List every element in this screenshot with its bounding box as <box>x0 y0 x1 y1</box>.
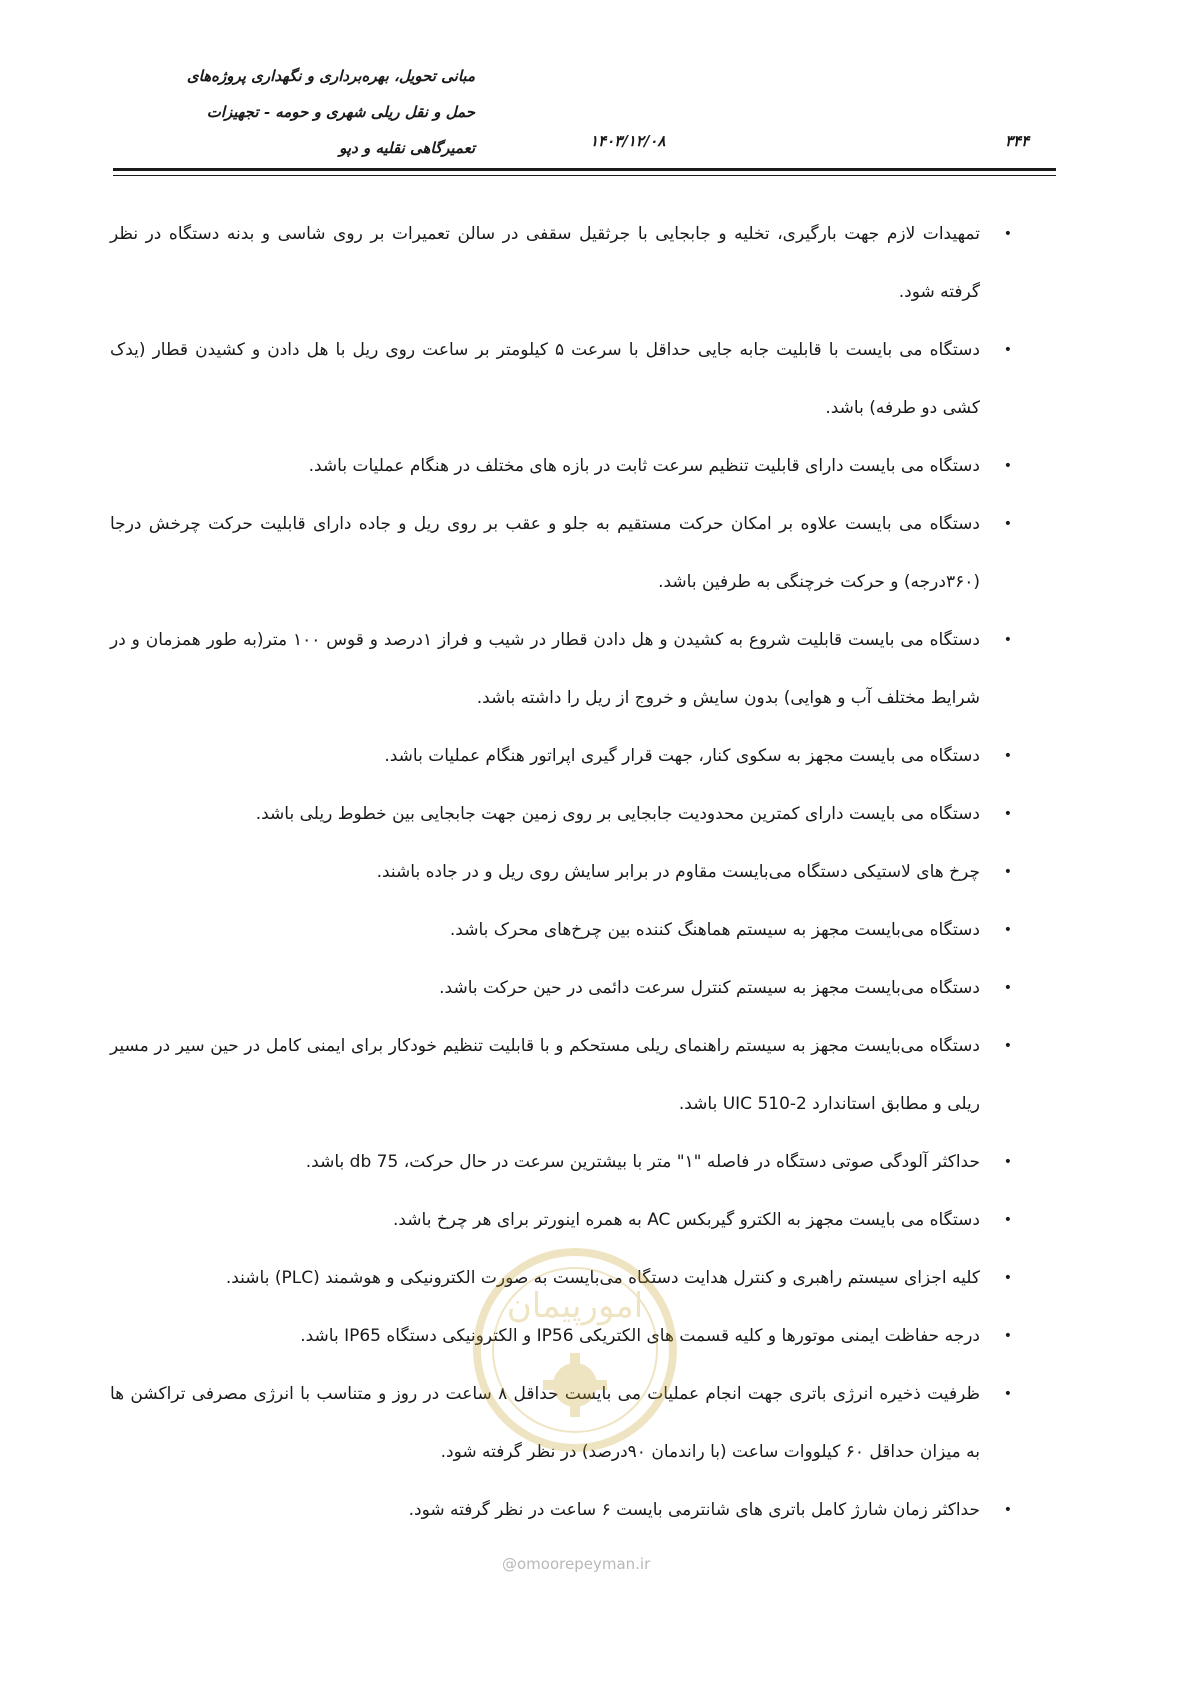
bullet-icon: • <box>1003 1386 1012 1402</box>
bullet-icon: • <box>1003 226 1012 242</box>
list-item <box>110 495 1016 611</box>
bullet-icon: • <box>1003 1038 1012 1054</box>
list-item <box>110 959 1016 1017</box>
list-item <box>110 611 1016 727</box>
list-item-text: کلیه اجزای سیستم راهبری و کنترل هدایت دستگاه می‌بایست به صورت الکترونیکی و هوشمند (PLC) باشند. <box>225 1268 980 1288</box>
list-item-text: دستگاه می‌بایست مجهز به سیستم کنترل سرعت دائمی در حین حرکت باشد. <box>439 978 980 998</box>
list-item-text: دستگاه می بایست قابلیت شروع به کشیدن و هل دادن قطار در شیب و فراز ۱درصد و قوس ۱۰۰ متر(به طور همزمان و در شرایط مختلف آب و هوایی) بدون سایش و خروج از ریل را داشته باشد. <box>110 630 980 708</box>
list-item-text: چرخ های لاستیکی دستگاه می‌بایست مقاوم در برابر سایش روی ریل و در جاده باشند. <box>376 862 980 882</box>
bullet-icon: • <box>1003 342 1012 358</box>
bullet-icon: • <box>1003 458 1012 474</box>
bullet-icon: • <box>1003 922 1012 938</box>
list-item-text: تمهیدات لازم جهت بارگیری، تخلیه و جابجایی با جرثقیل سقفی در سالن تعمیرات بر روی شاسی و بدنه دستگاه در نظر گرفته شود. <box>110 224 980 302</box>
header-title-line-2: حمل و نقل ریلی شهری و حومه - تجهیزات <box>206 103 475 121</box>
bullet-icon: • <box>1003 806 1012 822</box>
watermark-logo <box>470 1245 680 1455</box>
header-divider-thin <box>113 175 1056 176</box>
page-number: ۳۴۴ <box>1005 132 1030 150</box>
bullet-icon: • <box>1003 632 1012 648</box>
list-item <box>110 1191 1016 1249</box>
list-item <box>110 1133 1016 1191</box>
bullet-icon: • <box>1003 1212 1012 1228</box>
list-item-text: دستگاه می بایست مجهز به سکوی کنار، جهت قرار گیری اپراتور هنگام عملیات باشد. <box>384 746 980 766</box>
list-item-text: ظرفیت ذخیره انرژی باتری جهت انجام عملیات می بایست حداقل ۸ ساعت در روز و متناسب با انرژی مصرفی تراکشن ها به میزان حداقل ۶۰ کیلووات ساعت (با راندمان ۹۰درصد) در نظر گرفته شود. <box>110 1384 980 1462</box>
list-item <box>110 785 1016 843</box>
bullet-icon: • <box>1003 1328 1012 1344</box>
list-item <box>110 843 1016 901</box>
bullet-icon: • <box>1003 1154 1012 1170</box>
bullet-icon: • <box>1003 864 1012 880</box>
list-item <box>110 437 1016 495</box>
bullet-icon: • <box>1003 1502 1012 1518</box>
list-item-text: حداکثر زمان شارژ کامل باتری های شانترمی بایست ۶ ساعت در نظر گرفته شود. <box>408 1500 980 1520</box>
watermark-logo-text: امورپیمان <box>506 1286 644 1326</box>
list-item-text: دستگاه می‌بایست مجهز به سیستم هماهنگ کننده بین چرخ‌های محرک باشد. <box>449 920 980 940</box>
list-item <box>110 1481 1016 1539</box>
list-item-text: دستگاه می بایست با قابلیت جابه جایی حداقل با سرعت ۵ کیلومتر بر ساعت روی ریل با هل دادن و کشیدن قطار (یدک کشی دو طرفه) باشد. <box>110 340 980 418</box>
list-item-text: دستگاه می بایست دارای قابلیت تنظیم سرعت ثابت در بازه های مختلف در هنگام عملیات باشد. <box>308 456 980 476</box>
list-item <box>110 205 1016 321</box>
list-item <box>110 901 1016 959</box>
list-item-text: دستگاه می‌بایست مجهز به سیستم راهنمای ریلی مستحکم و با قابلیت تنظیم خودکار برای ایمنی کامل در حین سیر در مسیر ریلی و مطابق استاندارد UIC 510-2 باشد. <box>110 1036 980 1114</box>
header-title-line-1: مبانی تحویل، بهره‌برداری و نگهداری پروژه‌های <box>186 67 475 85</box>
bullet-icon: • <box>1003 748 1012 764</box>
list-item-text: دستگاه می بایست علاوه بر امکان حرکت مستقیم به جلو و عقب بر روی ریل و جاده دارای قابلیت حرکت چرخش درجا (۳۶۰درجه) و حرکت خرچنگی به طرفین باشد. <box>110 514 980 592</box>
list-item-text: دستگاه می بایست دارای کمترین محدودیت جابجایی بر روی زمین جهت جابجایی بین خطوط ریلی باشد. <box>255 804 980 824</box>
watermark-url: @omoorepeyman.ir <box>502 1555 651 1573</box>
bullet-icon: • <box>1003 1270 1012 1286</box>
list-item <box>110 727 1016 785</box>
header-date: ۱۴۰۳/۱۲/۰۸ <box>590 132 666 150</box>
header-divider-thick <box>113 168 1056 171</box>
list-item <box>110 321 1016 437</box>
list-item-text: حداکثر آلودگی صوتی دستگاه در فاصله "۱" متر با بیشترین سرعت در حال حرکت، 75 db باشد. <box>305 1152 980 1172</box>
list-item <box>110 1017 1016 1133</box>
header-title-line-3: تعمیرگاهی نقلیه و دپو <box>339 139 475 157</box>
bullet-icon: • <box>1003 980 1012 996</box>
bullet-icon: • <box>1003 516 1012 532</box>
list-item-text: درجه حفاظت ایمنی موتورها و کلیه قسمت های الکتریکی IP56 و الکترونیکی دستگاه IP65 باشد. <box>300 1326 980 1346</box>
list-item-text: دستگاه می بایست مجهز به الکترو گیربکس AC به همره اینورتر برای هر چرخ باشد. <box>392 1210 980 1230</box>
document-header-title <box>130 58 475 166</box>
